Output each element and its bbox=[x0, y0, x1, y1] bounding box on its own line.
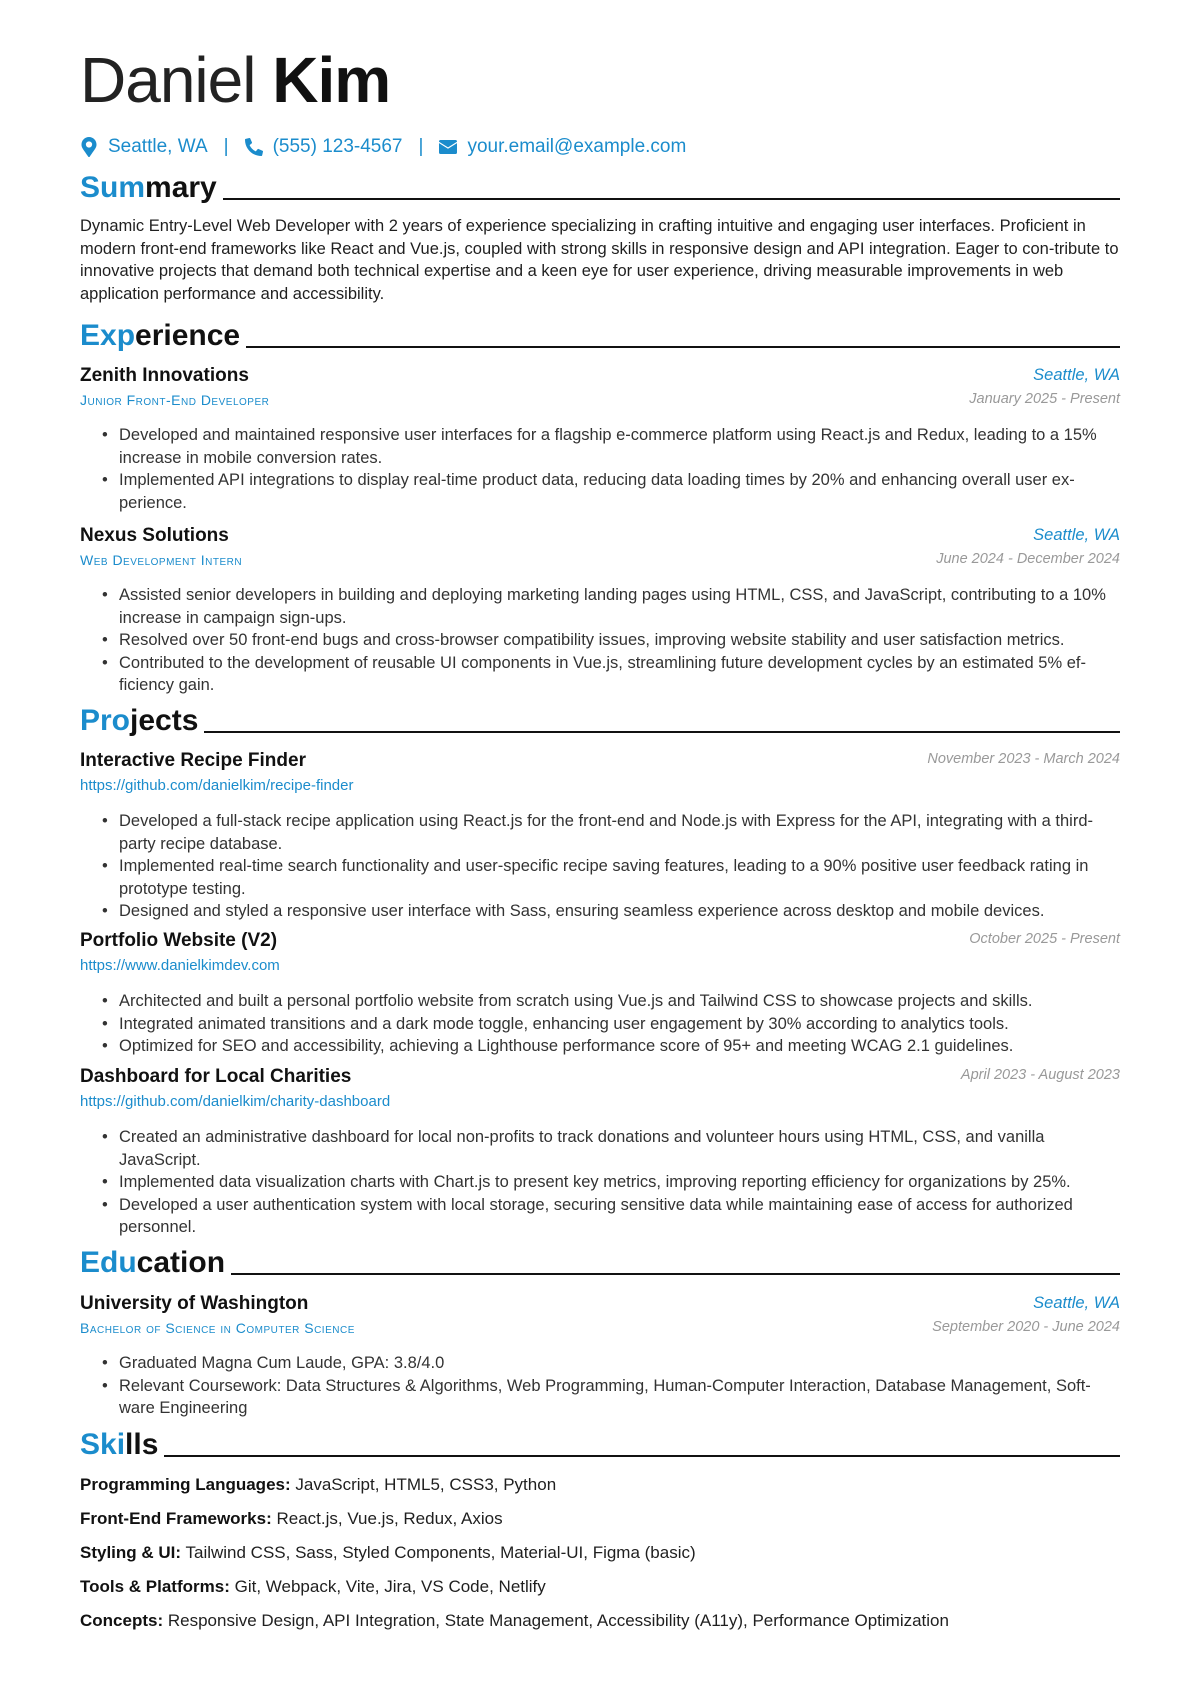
map-pin-icon bbox=[80, 137, 98, 157]
project-bullets bbox=[80, 810, 1120, 923]
list-item: • Graduated Magna Cum Laude, GPA: 3.8/4.0 bbox=[80, 1352, 1120, 1375]
location-text: Seattle, WA bbox=[108, 136, 208, 157]
education-heading bbox=[80, 1245, 1120, 1281]
list-item: • Developed and maintained responsive user interfaces for a flagship e-commerce platform using React.js and Redux, leading to a 15% increase in mobile conversion rates. bbox=[80, 424, 1120, 469]
contact-separator: | bbox=[223, 136, 229, 157]
section-title: Education bbox=[80, 1246, 226, 1279]
list-item: • Relevant Coursework: Data Structures & Algorithms, Web Programming, Human-Computer Interaction, Database Management, Soft-ware Engineering bbox=[80, 1375, 1120, 1420]
list-item: • Developed a user authentication system with local storage, securing sensitive data while maintaining ease of access for authorized personnel. bbox=[80, 1194, 1120, 1239]
projects-heading bbox=[80, 703, 1120, 739]
contact-separator: | bbox=[418, 136, 424, 157]
list-item: • Implemented API integrations to display real-time product data, reducing data loading times by 20% and enhancing overall user ex-perience. bbox=[80, 469, 1120, 514]
email-link[interactable]: your.email@example.com bbox=[467, 136, 687, 157]
candidate-name bbox=[80, 40, 390, 120]
project-link[interactable]: https://www.danielkimdev.com bbox=[80, 957, 280, 974]
contact-location bbox=[80, 136, 208, 158]
skill-row: Programming Languages: JavaScript, HTML5, CSS3, Python bbox=[80, 1475, 557, 1494]
degree: Bachelor of Science in Computer Science bbox=[80, 1320, 355, 1336]
contact-email[interactable] bbox=[439, 136, 686, 158]
project-name: Dashboard for Local Charities bbox=[80, 1066, 352, 1087]
section-divider bbox=[246, 346, 1120, 348]
first-name: Daniel bbox=[80, 44, 256, 116]
contact-line bbox=[80, 133, 686, 161]
list-item: • Developed a full-stack recipe application using React.js for the front-end and Node.js with Express for the API, integrating with a third-party recipe database. bbox=[80, 810, 1120, 855]
skill-row: Concepts: Responsive Design, API Integration, State Management, Accessibility (A11y), Performance Optimization bbox=[80, 1611, 949, 1630]
last-name: Kim bbox=[272, 44, 391, 116]
section-divider bbox=[223, 198, 1120, 200]
project-link[interactable]: https://github.com/danielkim/recipe-finder bbox=[80, 777, 354, 794]
job-company: Nexus Solutions bbox=[80, 525, 229, 546]
list-item: • Created an administrative dashboard for local non-profits to track donations and volunteer hours using HTML, CSS, and vanilla JavaScript. bbox=[80, 1126, 1120, 1171]
skill-row: Front-End Frameworks: React.js, Vue.js, Redux, Axios bbox=[80, 1509, 503, 1528]
list-item: • Implemented real-time search functionality and user-specific recipe saving features, leading to a 90% positive user feedback rating in prototype testing. bbox=[80, 855, 1120, 900]
list-item: • Architected and built a personal portfolio website from scratch using Vue.js and Tailwind CSS to showcase projects and skills. bbox=[80, 990, 1120, 1013]
section-title: Skills bbox=[80, 1428, 159, 1461]
section-title: Summary bbox=[80, 171, 217, 204]
section-divider bbox=[231, 1273, 1120, 1275]
education-bullets bbox=[80, 1352, 1120, 1420]
section-title: Projects bbox=[80, 704, 199, 737]
job-role: Web Development Intern bbox=[80, 552, 243, 568]
summary-heading bbox=[80, 170, 1120, 206]
job-location: Seattle, WA bbox=[1033, 366, 1120, 384]
section-divider bbox=[164, 1455, 1120, 1457]
project-dates: November 2023 - March 2024 bbox=[927, 751, 1120, 767]
job-bullets bbox=[80, 584, 1120, 697]
project-dates: April 2023 - August 2023 bbox=[960, 1067, 1120, 1083]
experience-heading bbox=[80, 318, 1120, 354]
phone-icon bbox=[245, 137, 263, 157]
project-dates: October 2025 - Present bbox=[969, 931, 1120, 947]
phone-text[interactable]: (555) 123-4567 bbox=[272, 136, 403, 157]
list-item: • Optimized for SEO and accessibility, achieving a Lighthouse performance score of 95+ and meeting WCAG 2.1 guidelines. bbox=[80, 1035, 1120, 1058]
job-company: Zenith Innovations bbox=[80, 365, 249, 386]
school-name: University of Washington bbox=[80, 1293, 309, 1314]
education-dates: September 2020 - June 2024 bbox=[932, 1319, 1120, 1335]
job-location: Seattle, WA bbox=[1033, 526, 1120, 544]
list-item: • Designed and styled a responsive user interface with Sass, ensuring seamless experience across desktop and mobile devices. bbox=[80, 900, 1120, 923]
list-item: • Contributed to the development of reusable UI components in Vue.js, streamlining future development cycles by an estimated 5% ef-ficiency gain. bbox=[80, 652, 1120, 697]
skills-heading bbox=[80, 1427, 1120, 1463]
project-name: Portfolio Website (V2) bbox=[80, 930, 278, 951]
job-bullets bbox=[80, 424, 1120, 514]
list-item: • Integrated animated transitions and a dark mode toggle, enhancing user engagement by 30% according to analytics tools. bbox=[80, 1013, 1120, 1036]
job-dates: June 2024 - December 2024 bbox=[936, 551, 1120, 567]
project-link[interactable]: https://github.com/danielkim/charity-dashboard bbox=[80, 1093, 391, 1110]
project-bullets bbox=[80, 990, 1120, 1058]
skill-row: Tools & Platforms: Git, Webpack, Vite, Jira, VS Code, Netlify bbox=[80, 1577, 546, 1596]
envelope-icon bbox=[439, 137, 457, 157]
list-item: • Implemented data visualization charts with Chart.js to present key metrics, improving reporting efficiency for organizations by 25%. bbox=[80, 1171, 1120, 1194]
section-divider bbox=[204, 731, 1120, 733]
project-name: Interactive Recipe Finder bbox=[80, 750, 306, 771]
summary-text: Dynamic Entry-Level Web Developer with 2 years of experience specializing in crafting intuitive and engaging user interfaces. Proficient in modern front-end frameworks like React and Vue.js, coupled with strong skills in responsive design and API integration. Eager to con-tribute to innovative projects that demand both technical expertise and a keen eye for user experience, driving measurable improvements in web application performance and accessibility. bbox=[80, 217, 1119, 303]
list-item: • Resolved over 50 front-end bugs and cross-browser compatibility issues, improving website stability and user satisfaction metrics. bbox=[80, 629, 1120, 652]
section-title: Experience bbox=[80, 319, 241, 352]
list-item: • Assisted senior developers in building and deploying marketing landing pages using HTML, CSS, and JavaScript, contributing to a 10% increase in campaign sign-ups. bbox=[80, 584, 1120, 629]
skill-row: Styling & UI: Tailwind CSS, Sass, Styled Components, Material-UI, Figma (basic) bbox=[80, 1543, 696, 1562]
school-location: Seattle, WA bbox=[1033, 1294, 1120, 1312]
contact-phone[interactable] bbox=[245, 136, 403, 158]
job-role: Junior Front-End Developer bbox=[80, 392, 270, 408]
job-dates: January 2025 - Present bbox=[969, 391, 1120, 407]
project-bullets bbox=[80, 1126, 1120, 1239]
